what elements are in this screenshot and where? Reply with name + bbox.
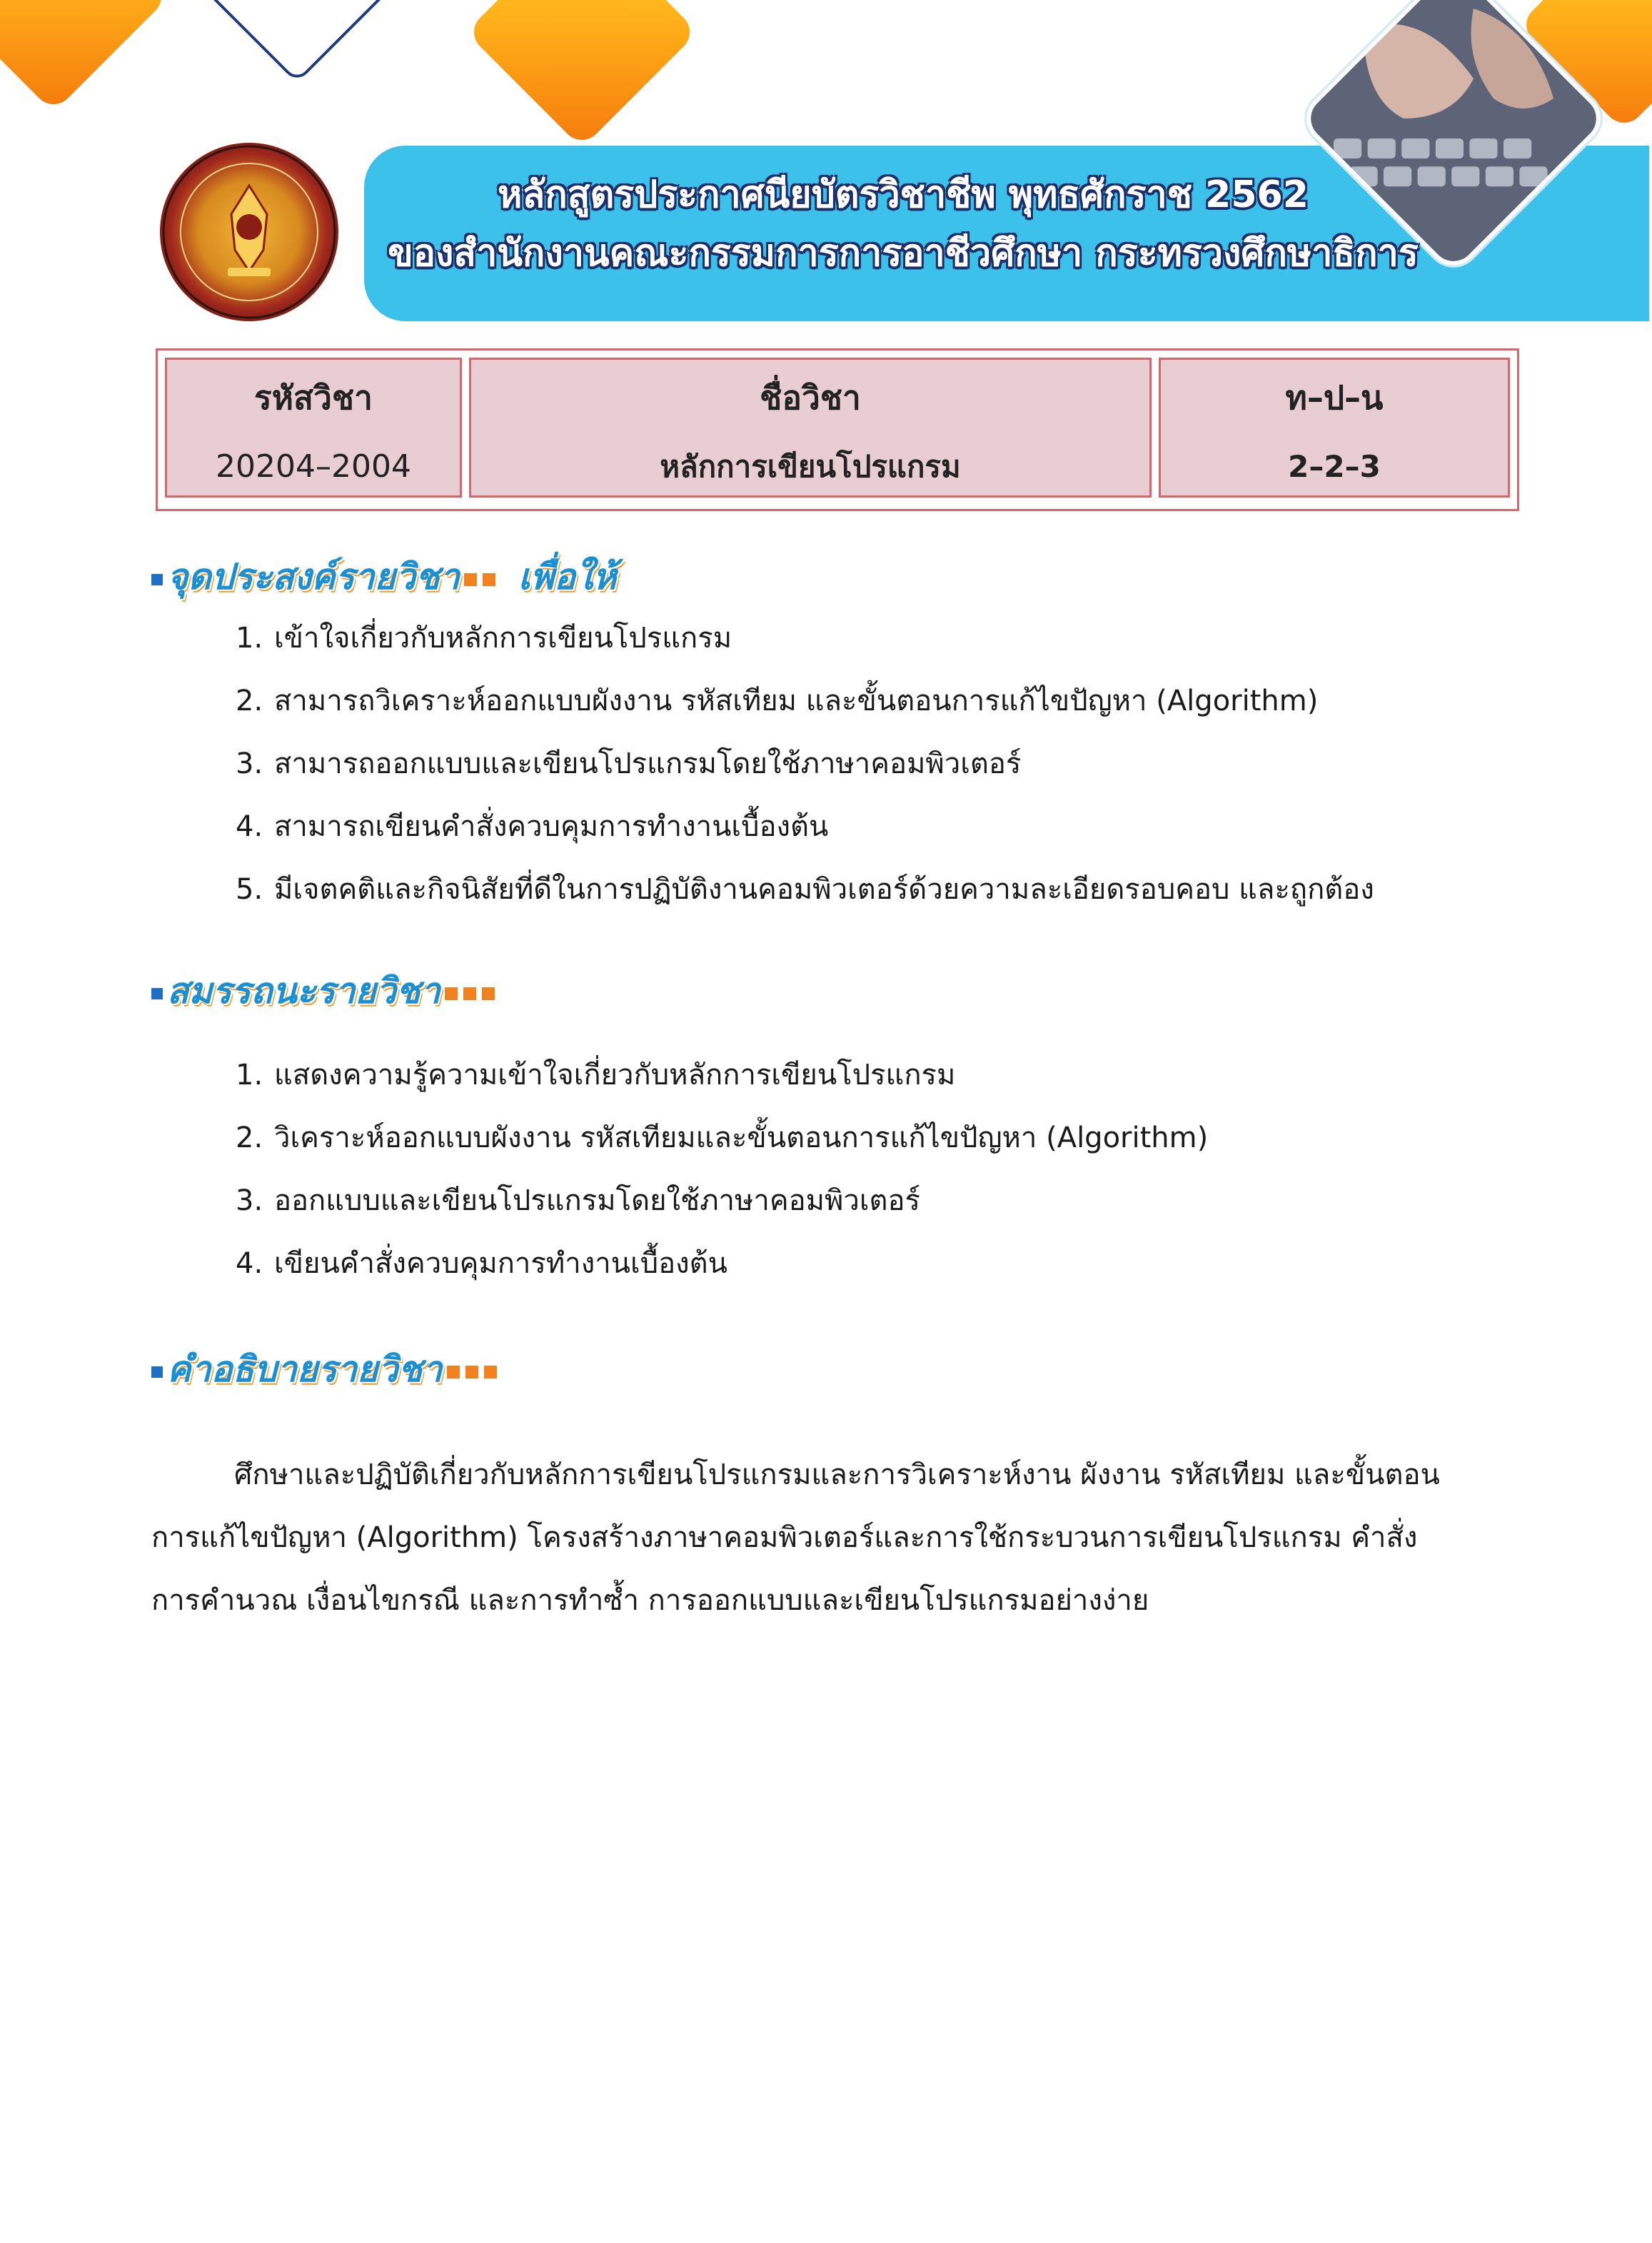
bullet-square-icon bbox=[151, 1366, 163, 1378]
course-code-header: รหัสวิชา bbox=[254, 378, 373, 417]
item-text: เขียนคำสั่งควบคุมการทำงานเบื้องต้น bbox=[274, 1247, 727, 1280]
decor-outline-diamond bbox=[202, 0, 392, 84]
course-info-table bbox=[156, 348, 1519, 511]
item-number: 1. bbox=[236, 622, 263, 655]
course-name-cell bbox=[469, 358, 1152, 498]
item-text: วิเคราะห์ออกแบบผังงาน รหัสเทียมและขั้นตอนการแก้ไขปัญหา (Algorithm) bbox=[274, 1122, 1209, 1154]
objectives-heading-text: จุดประสงค์รายวิชา bbox=[167, 556, 460, 598]
banner-title bbox=[378, 166, 1428, 283]
objectives-list bbox=[236, 607, 1374, 921]
list-item bbox=[236, 858, 1374, 921]
bullet-square-icon bbox=[463, 987, 476, 1000]
course-hours-cell bbox=[1159, 358, 1510, 498]
bullet-square-icon bbox=[445, 987, 458, 1000]
bullet-square-icon bbox=[151, 574, 163, 585]
course-code-value: 20204–2004 bbox=[216, 448, 411, 485]
item-text: แสดงความรู้ความเข้าใจเกี่ยวกับหลักการเขียนโปรแกรม bbox=[274, 1059, 956, 1092]
bullet-square-icon bbox=[464, 573, 477, 586]
item-number: 3. bbox=[236, 747, 263, 780]
item-number: 4. bbox=[236, 1247, 263, 1280]
bullet-square-icon bbox=[151, 988, 163, 999]
item-text: มีเจตคติและกิจนิสัยที่ดีในการปฏิบัติงานคอมพิวเตอร์ด้วยความละเอียดรอบคอบ และถูกต้อง bbox=[274, 873, 1374, 906]
bullet-square-icon bbox=[447, 1366, 460, 1378]
banner-title-line2: ของสำนักงานคณะกรรมการการอาชีวศึกษา กระทรวงศึกษาธิการ bbox=[388, 232, 1419, 275]
item-number: 3. bbox=[236, 1184, 263, 1217]
course-hours-value: 2–2–3 bbox=[1288, 449, 1381, 484]
course-code-cell bbox=[165, 358, 462, 498]
item-text: สามารถวิเคราะห์ออกแบบผังงาน รหัสเทียม และขั้นตอนการแก้ไขปัญหา (Algorithm) bbox=[274, 685, 1319, 717]
description-heading-text: คำอธิบายรายวิชา bbox=[167, 1349, 443, 1390]
item-text: สามารถออกแบบและเขียนโปรแกรมโดยใช้ภาษาคอมพิวเตอร์ bbox=[274, 747, 1022, 780]
list-item bbox=[236, 732, 1374, 795]
objectives-heading-suffix: เพื่อให้ bbox=[518, 556, 617, 598]
item-text: เข้าใจเกี่ยวกับหลักการเขียนโปรแกรม bbox=[274, 622, 732, 655]
decor-orange-diamond-mid bbox=[465, 0, 697, 148]
bullet-square-icon bbox=[465, 1366, 478, 1378]
list-item bbox=[236, 1169, 1208, 1232]
description-heading bbox=[151, 1348, 503, 1391]
competencies-heading bbox=[151, 969, 500, 1012]
vocational-commission-seal-logo bbox=[160, 143, 338, 321]
bullet-square-icon bbox=[484, 1366, 497, 1378]
item-number: 1. bbox=[236, 1059, 263, 1092]
list-item bbox=[236, 607, 1374, 670]
item-number: 2. bbox=[236, 685, 263, 717]
bullet-square-icon bbox=[483, 573, 495, 586]
description-line-3: การคำนวณ เงื่อนไขกรณี และการทำซ้ำ การออกแบบและเขียนโปรแกรมอย่างง่าย bbox=[151, 1584, 1149, 1617]
objectives-heading bbox=[151, 555, 616, 598]
banner-title-line1: หลักสูตรประกาศนียบัตรวิชาชีพ พุทธศักราช 2562 bbox=[498, 173, 1309, 216]
course-name-header: ชื่อวิชา bbox=[760, 378, 861, 417]
competencies-heading-text: สมรรถนะรายวิชา bbox=[167, 970, 440, 1012]
course-description-paragraph bbox=[151, 1443, 1498, 1632]
item-text: ออกแบบและเขียนโปรแกรมโดยใช้ภาษาคอมพิวเตอร์ bbox=[274, 1184, 920, 1217]
list-item bbox=[236, 1232, 1208, 1295]
bullet-square-icon bbox=[482, 987, 495, 1000]
course-hours-header: ท–ป–น bbox=[1285, 378, 1384, 417]
item-number: 2. bbox=[236, 1122, 263, 1154]
item-text: สามารถเขียนคำสั่งควบคุมการทำงานเบื้องต้น bbox=[274, 810, 829, 843]
list-item bbox=[236, 795, 1374, 858]
course-name-value: หลักการเขียนโปรแกรม bbox=[660, 449, 961, 484]
list-item bbox=[236, 670, 1374, 732]
list-item bbox=[236, 1044, 1208, 1107]
list-item bbox=[236, 1107, 1208, 1169]
description-line-1: ศึกษาและปฏิบัติเกี่ยวกับหลักการเขียนโปรแกรมและการวิเคราะห์งาน ผังงาน รหัสเทียม และขั้นตอน bbox=[234, 1458, 1440, 1491]
competencies-list bbox=[236, 1044, 1208, 1295]
item-number: 4. bbox=[236, 810, 263, 843]
item-number: 5. bbox=[236, 873, 263, 906]
decor-orange-diamond-left bbox=[0, 0, 170, 113]
description-line-2: การแก้ไขปัญหา (Algorithm) โครงสร้างภาษาคอมพิวเตอร์และการใช้กระบวนการเขียนโปรแกรม คำสั่ง bbox=[151, 1521, 1418, 1554]
